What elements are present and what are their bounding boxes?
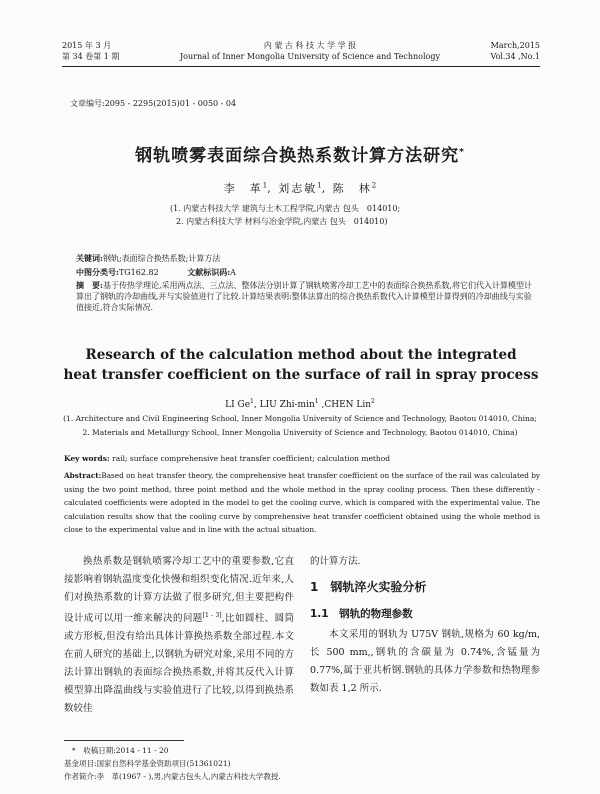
- body-left-paragraph: [64, 553, 294, 718]
- volume-en: Vol.34 ,No.1: [490, 52, 540, 61]
- body-right-continuation: 的计算方法.: [310, 556, 361, 567]
- author-cn: 李 革: [223, 182, 263, 195]
- footnote-received: * 收稿日期:2014 - 11 - 20: [72, 746, 169, 755]
- author-cn-sep: ,: [267, 182, 273, 195]
- author-cn-sup: 2: [371, 181, 377, 190]
- volume-cn: 第 34 卷第 1 期: [62, 52, 120, 61]
- author-en: LIU Zhi-min: [259, 400, 315, 410]
- authors-en: [60, 398, 540, 410]
- clc-label: 中图分类号:: [76, 267, 119, 277]
- citation-ref: [1 - 3]: [202, 612, 222, 619]
- header-rule: [62, 66, 540, 67]
- abstract-cn: [76, 280, 538, 313]
- abstract-cn-label: 摘 要:: [76, 280, 103, 290]
- author-en-sup: 1: [250, 398, 254, 405]
- author-cn: 陈 林: [332, 182, 372, 195]
- classification-line: [76, 267, 236, 278]
- keywords-en-label: Key words:: [64, 454, 110, 463]
- issue-date-en: March,2015: [490, 41, 540, 50]
- title-cn: [60, 141, 540, 166]
- author-cn-sup: 1: [317, 181, 322, 190]
- abstract-en-label: Abstract:: [64, 471, 102, 480]
- title-footnote-mark: *: [459, 147, 465, 158]
- doc-code-value: A: [230, 268, 236, 277]
- authors-cn: [60, 180, 540, 196]
- affiliation-cn-2: 2. 内蒙古科技大学 材料与冶金学院,内蒙古 包头 014010): [176, 217, 388, 226]
- header-right: [440, 40, 540, 62]
- keywords-cn: [76, 253, 220, 264]
- author-cn-sup: 1: [262, 181, 268, 190]
- footnote-author: 作者简介:李 革(1967 - ),男,内蒙古包头人,内蒙古科技大学教授.: [64, 772, 281, 781]
- author-cn: 刘志敏: [278, 182, 318, 195]
- author-en-sep: ,: [318, 400, 325, 410]
- author-en-sup: 1: [314, 398, 319, 405]
- author-en-sep: ,: [253, 400, 260, 410]
- issue-date-cn: 2015 年 3 月: [62, 41, 112, 50]
- body-left-text: 换热系数是钢轨喷雾冷却工艺中的重要参数,它直接影响着钢轨温度变化快慢和组织变化情况.近年来,人们对换热系数的计算方法做了很多研究,但主要把构件设计成可以用一维来解决的问题: [64, 556, 294, 625]
- author-en: CHEN Lin: [324, 400, 372, 410]
- keywords-en-text: rail; surface comprehensive heat transfer coefficient; calculation method: [112, 454, 391, 463]
- abstract-cn-text: 基于传热学理论,采用两点法、三点法、整体法分别计算了钢轨喷雾冷却工艺中的表面综合换热系数,将它们代入计算模型计算出了钢轨的冷却曲线,并与实验值进行了比较.计算结果表明:整体法算出的综合换热系数代入计算模型计算得到的冷却曲线与实验值接近,符合实际情况.: [76, 281, 533, 312]
- journal-name-en: Journal of Inner Mongolia University of Science and Technology: [179, 52, 441, 61]
- author-en: LI Ge: [225, 400, 251, 410]
- affiliation-en-2: 2. Materials and Metallurgy School, Inner Mongolia University of Science and Technology, Baotou 014010, China): [82, 428, 518, 437]
- section-heading-1-1: 1.1 钢轨的物理参数: [310, 608, 413, 620]
- doc-code-label: 文献标识码:: [187, 267, 231, 277]
- article-number: 文章编号:2095 - 2295(2015)01 - 0050 - 04: [70, 99, 237, 108]
- journal-name-cn: 内 蒙 古 科 技 大 学 学 报: [263, 41, 357, 50]
- author-cn-sep: ,: [321, 182, 328, 195]
- footnote-fund: 基金项目:国家自然科学基金资助项目(51361021): [64, 759, 231, 768]
- clc-value: TG162.82: [118, 268, 159, 277]
- abstract-en-text: Based on heat transfer theory, the comprehensive heat transfer coefficient on the surface of the rail was calculated by using the two point method, three point method and the whole method in the spray cooling process. Then these differently - calculated coefficients were adopted in the model to get the cooling curve, which is compared with the experimental value. The calculation results show that the cooling curve by comprehensive heat transfer coefficient obtained using the whole method is close to the experimental value and in line with the actual situation.: [64, 471, 540, 534]
- keywords-en: [64, 454, 540, 463]
- author-en-sup: 2: [371, 398, 375, 405]
- body-left-text-cont: ,比如圆柱、圆筒或方形板,但没有给出具体计算换热系数全部过程.本文在前人研究的基础上,以钢轨为研究对象,采用不同的方法计算出钢轨的表面综合换热系数,并将其反代入计算模型算出降温曲线与实验值进行了比较,以得到换热系数较佳: [64, 613, 294, 715]
- title-cn-text: 钢轨喷雾表面综合换热系数计算方法研究: [135, 146, 460, 166]
- title-en-line: heat transfer coefficient on the surface of rail in spray process: [63, 367, 539, 383]
- keywords-cn-label: 关键词:: [76, 253, 103, 263]
- footnote-rule: [64, 740, 184, 741]
- title-en-line: Research of the calculation method about the integrated: [85, 347, 517, 363]
- affiliation-en-1: (1. Architecture and Civil Engineering School, Inner Mongolia University of Science and Technology, Baotou 014010, China;: [63, 414, 537, 423]
- abstract-en: [64, 469, 540, 537]
- body-right-paragraph: 本文采用的钢轨为 U75V 钢轨,规格为 60 kg/m,长 500 mm,,钢轨的含碳量为 0.74%,含锰量为 0.77%,属于亚共析钢.钢轨的具体力学参数和热物理参数如表 1,2 所示.: [310, 629, 540, 694]
- affiliation-cn-1: (1. 内蒙古科技大学 建筑与土木工程学院,内蒙古 包头 014010;: [170, 204, 401, 213]
- section-heading-1: 1 钢轨淬火实验分析: [310, 580, 427, 594]
- keywords-cn-text: 钢轨;表面综合换热系数;计算方法: [102, 254, 221, 263]
- title-en: [62, 345, 540, 385]
- header-center: [160, 40, 460, 62]
